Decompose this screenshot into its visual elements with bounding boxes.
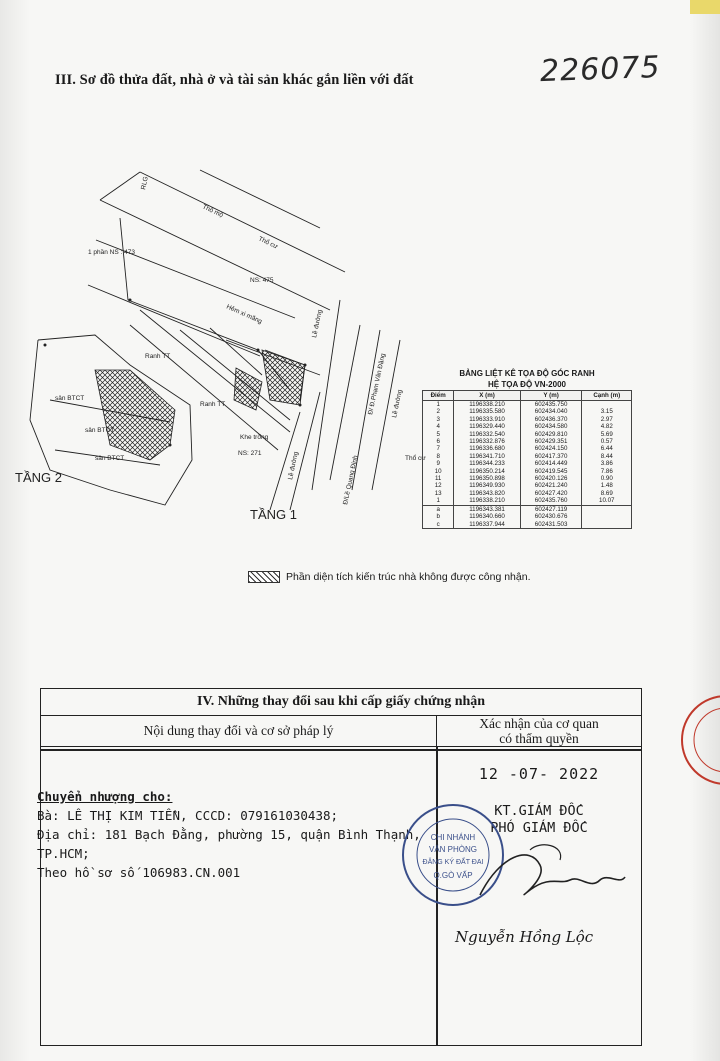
table-cell: 602434.040 bbox=[520, 408, 582, 415]
signer-name: Nguyễn Hồng Lộc bbox=[455, 928, 594, 946]
label-quang-dinh: Đ/Lề Quang Định bbox=[342, 454, 360, 506]
table-cell: 7 bbox=[423, 445, 454, 452]
transfer-line3: TP.HCM; bbox=[37, 846, 90, 861]
table-cell: 1196332.876 bbox=[454, 438, 520, 445]
table-cell bbox=[582, 505, 632, 513]
table-cell: 1.48 bbox=[582, 482, 632, 489]
table-cell: 7.86 bbox=[582, 468, 632, 475]
table-cell: 602421.240 bbox=[520, 482, 582, 489]
table-cell: 10.07 bbox=[582, 497, 632, 505]
table-row bbox=[423, 505, 632, 513]
table-row bbox=[423, 408, 632, 415]
label-le-duong-2: Lề đường bbox=[391, 389, 404, 419]
table-cell: 8.44 bbox=[582, 453, 632, 460]
coord-table-grid bbox=[422, 390, 632, 529]
table-row bbox=[423, 513, 632, 520]
coordinate-table bbox=[422, 368, 632, 529]
table-cell: 11 bbox=[423, 475, 454, 482]
table-cell: 602434.580 bbox=[520, 423, 582, 430]
table-row bbox=[423, 475, 632, 482]
label-san-btct-3: sân BTCT bbox=[95, 455, 125, 462]
coord-header-3: Cạnh (m) bbox=[582, 391, 632, 401]
label-tho-cu-top: Thổ cư bbox=[257, 235, 279, 251]
table-row bbox=[423, 482, 632, 489]
hatch-swatch-icon bbox=[248, 571, 280, 583]
coord-header-0: Điểm bbox=[423, 391, 454, 401]
col-right-header-line1: Xác nhận của cơ quan bbox=[479, 716, 599, 731]
table-cell: 10 bbox=[423, 468, 454, 475]
table-cell: 8 bbox=[423, 453, 454, 460]
legend bbox=[248, 571, 531, 583]
col-right-header-line2: có thẩm quyền bbox=[499, 731, 579, 746]
table-cell: 602414.449 bbox=[520, 460, 582, 467]
table-cell: 602429.810 bbox=[520, 431, 582, 438]
confirmation-date: 12 -07- 2022 bbox=[478, 765, 600, 783]
label-hem: Hẻm xi măng bbox=[225, 303, 264, 326]
coord-table-title1: BẢNG LIỆT KÊ TỌA ĐỘ GÓC RANH bbox=[459, 369, 595, 378]
label-san-btct-1: sân BTCT bbox=[55, 395, 85, 402]
transfer-line4: Theo hồ sơ số 106983.CN.001 bbox=[37, 865, 241, 880]
table-row bbox=[423, 521, 632, 529]
table-cell bbox=[582, 513, 632, 520]
table-row bbox=[423, 445, 632, 452]
table-cell: 6 bbox=[423, 438, 454, 445]
stamp-line1: CHI NHÁNH bbox=[430, 833, 476, 842]
table-cell: 602429.351 bbox=[520, 438, 582, 445]
table-cell: c bbox=[423, 521, 454, 529]
table-cell: 602436.370 bbox=[520, 416, 582, 423]
label-tho-cu-right: Thổ cư bbox=[405, 455, 426, 462]
table-cell: 602417.370 bbox=[520, 453, 582, 460]
table-cell: 1196349.930 bbox=[454, 482, 520, 489]
table-cell: 1196343.381 bbox=[454, 505, 520, 513]
table-cell: 4.82 bbox=[582, 423, 632, 430]
table-cell: a bbox=[423, 505, 454, 513]
table-cell: 2.97 bbox=[582, 416, 632, 423]
label-tang2: TẦNG 2 bbox=[15, 470, 62, 485]
table-cell: 5.69 bbox=[582, 431, 632, 438]
section3-heading: III. Sơ đồ thửa đất, nhà ở và tài sản khác gắn liền với đất bbox=[55, 72, 414, 88]
red-seal-partial bbox=[676, 690, 720, 790]
table-cell: 6.44 bbox=[582, 445, 632, 452]
table-cell: 1196350.214 bbox=[454, 468, 520, 475]
label-san-btct-2: sân BTCT bbox=[85, 427, 115, 434]
table-cell: 3.15 bbox=[582, 408, 632, 415]
label-ns475: NS: 475 bbox=[250, 277, 274, 284]
change-content bbox=[37, 787, 437, 882]
kt-line2: PHÓ GIÁM ĐỐC bbox=[490, 820, 588, 836]
table-cell: 2 bbox=[423, 408, 454, 415]
label-tho-mo: Thổ mộ bbox=[201, 203, 225, 220]
signature-mark bbox=[470, 835, 630, 915]
section4-title: IV. Những thay đổi sau khi cấp giấy chứng nhận bbox=[41, 689, 641, 716]
table-cell: 1196344.233 bbox=[454, 460, 520, 467]
label-tang1: TẦNG 1 bbox=[250, 507, 297, 522]
table-cell: 1196332.540 bbox=[454, 431, 520, 438]
table-cell: 1196350.898 bbox=[454, 475, 520, 482]
table-row bbox=[423, 497, 632, 505]
coord-header-1: X (m) bbox=[454, 391, 520, 401]
label-ns473: 1 phần NS : 473 bbox=[88, 249, 135, 256]
table-cell: 602435.760 bbox=[520, 497, 582, 505]
transfer-heading: Chuyển nhượng cho: bbox=[37, 789, 173, 804]
table-row bbox=[423, 438, 632, 445]
stamp-line4: Q.GÒ VẤP bbox=[433, 871, 473, 880]
stamp-line3: ĐĂNG KÝ ĐẤT ĐAI bbox=[422, 859, 484, 866]
table-cell: 1196343.820 bbox=[454, 490, 520, 497]
table-cell: 4 bbox=[423, 423, 454, 430]
table-cell: 1196338.210 bbox=[454, 497, 520, 505]
table-cell: 1 bbox=[423, 401, 454, 409]
coord-table-title2: HỆ TỌA ĐỘ VN-2000 bbox=[488, 380, 566, 389]
label-le-duong-3: Lề đường bbox=[287, 451, 300, 481]
table-row bbox=[423, 468, 632, 475]
table-cell: 13 bbox=[423, 490, 454, 497]
table-cell: 602431.503 bbox=[520, 521, 582, 529]
transfer-line2: Địa chỉ: 181 Bạch Đằng, phường 15, quận Bình Thạnh, bbox=[37, 827, 421, 842]
table-cell: 1196333.910 bbox=[454, 416, 520, 423]
table-cell: 3.86 bbox=[582, 460, 632, 467]
table-row bbox=[423, 490, 632, 497]
table-row bbox=[423, 416, 632, 423]
label-ranh-tt-1: Ranh TT bbox=[145, 353, 171, 360]
table-cell: 1196335.580 bbox=[454, 408, 520, 415]
table-cell: 0.90 bbox=[582, 475, 632, 482]
table-cell bbox=[582, 401, 632, 409]
table-cell: 1 bbox=[423, 497, 454, 505]
table-cell: 1196338.210 bbox=[454, 401, 520, 409]
label-phan-van-dang: Đ/ Đ.Phạm Văn Đặng bbox=[367, 352, 387, 416]
col-right-header bbox=[437, 716, 641, 747]
table-cell: 602430.676 bbox=[520, 513, 582, 520]
table-cell: 5 bbox=[423, 431, 454, 438]
label-le-duong-1: Lề đường bbox=[311, 309, 324, 339]
label-rlg: RLG bbox=[140, 175, 150, 191]
table-cell: 3 bbox=[423, 416, 454, 423]
kt-line1: KT.GIÁM ĐỐC bbox=[494, 803, 584, 819]
stamp-line2: VĂN PHÒNG bbox=[428, 845, 478, 854]
label-ranh-tt-2: Ranh TT bbox=[200, 401, 226, 408]
table-cell: 602424.150 bbox=[520, 445, 582, 452]
col-left-header: Nội dung thay đổi và cơ sở pháp lý bbox=[41, 716, 437, 747]
table-cell bbox=[582, 521, 632, 529]
transfer-line1: Bà: LÊ THỊ KIM TIỀN, CCCD: 079161030438; bbox=[37, 808, 339, 823]
handwritten-doc-number: 226075 bbox=[539, 49, 662, 90]
table-cell: 602427.420 bbox=[520, 490, 582, 497]
table-cell: 0.57 bbox=[582, 438, 632, 445]
table-cell: 602435.750 bbox=[520, 401, 582, 409]
table-cell: 1196336.680 bbox=[454, 445, 520, 452]
table-row bbox=[423, 401, 632, 409]
table-cell: b bbox=[423, 513, 454, 520]
label-khe-trong: Khe trống bbox=[240, 434, 269, 441]
table-row bbox=[423, 460, 632, 467]
table-cell: 1196337.944 bbox=[454, 521, 520, 529]
table-cell: 8.69 bbox=[582, 490, 632, 497]
table-cell: 9 bbox=[423, 460, 454, 467]
table-cell: 1196340.660 bbox=[454, 513, 520, 520]
table-row bbox=[423, 453, 632, 460]
table-cell: 12 bbox=[423, 482, 454, 489]
page-corner-tab bbox=[690, 0, 720, 14]
table-cell: 602419.545 bbox=[520, 468, 582, 475]
table-row bbox=[423, 431, 632, 438]
label-ns271: NS: 271 bbox=[238, 450, 262, 457]
legend-text: Phần diện tích kiến trúc nhà không được công nhận. bbox=[286, 571, 531, 583]
table-cell: 602427.119 bbox=[520, 505, 582, 513]
table-cell: 1196329.440 bbox=[454, 423, 520, 430]
table-cell: 602420.126 bbox=[520, 475, 582, 482]
table-cell: 1196341.710 bbox=[454, 453, 520, 460]
table-row bbox=[423, 423, 632, 430]
coord-header-2: Y (m) bbox=[520, 391, 582, 401]
